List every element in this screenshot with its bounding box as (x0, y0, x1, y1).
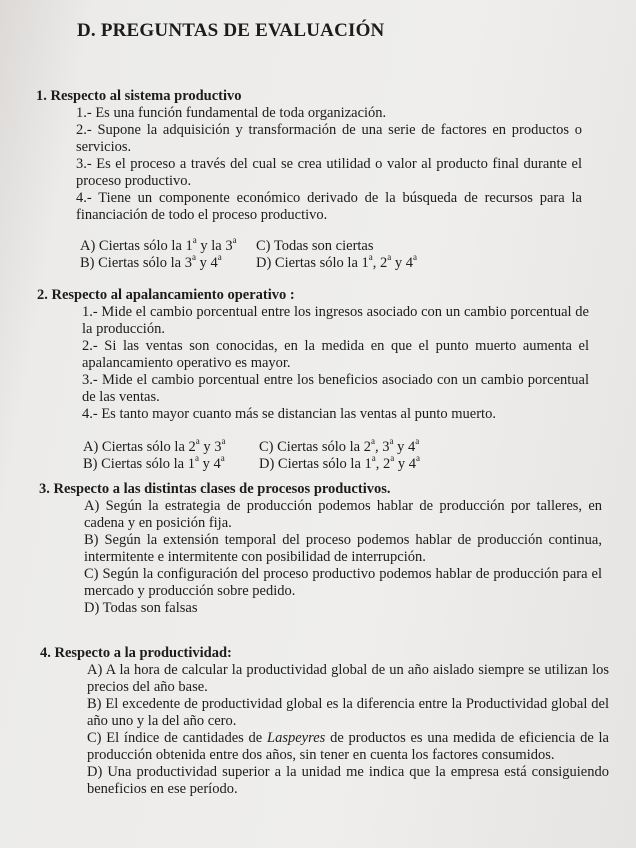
question-2-options (83, 436, 593, 473)
statement: 1.- Es una función fundamental de toda organización. (76, 105, 387, 121)
statement: 4.- Es tanto mayor cuanto más se distancian las ventas al punto muerto. (82, 406, 496, 422)
option-a: A) Según la estrategia de producción podemos hablar de producción por talleres, en cadena y en posición fija. (84, 498, 602, 531)
option-c: C) Ciertas sólo la 2$^a$, 3$^a$ y 4$^a$ (259, 436, 420, 455)
statement: 3.- Mide el cambio porcentual entre los beneficios asociado con un cambio porcentual de las ventas. (82, 372, 589, 405)
page-title: D. PREGUNTAS DE EVALUACIÓN (77, 20, 385, 41)
question-1-statements (76, 105, 582, 224)
question-2 (37, 287, 593, 473)
option-c: C) Todas son ciertas (256, 238, 374, 254)
option-b: B) Ciertas sólo la 1$^a$ y 4$^a$ (83, 453, 225, 472)
question-1-heading: 1. Respecto al sistema productivo (36, 88, 242, 104)
statement: 2.- Si las ventas son conocidas, en la medida en que el punto muerto aumenta el apalancamiento operativo es mayor. (82, 338, 589, 371)
question-3 (39, 481, 605, 617)
option-c: C) El índice de cantidades de Laspeyres de productos es una medida de eficiencia de la producción obtenida entre dos años, sin tener en cuenta los factores consumidos. (87, 730, 609, 763)
question-2-statements (82, 304, 589, 423)
statement: 4.- Tiene un componente económico derivado de la búsqueda de recursos para la financiación de todo el proceso productivo. (76, 190, 582, 223)
option-c: C) Según la configuración del proceso productivo podemos hablar de producción para el mercado y producción sobre pedido. (84, 566, 602, 599)
question-2-heading: 2. Respecto al apalancamiento operativo : (37, 287, 295, 303)
option-b: B) Ciertas sólo la 3$^a$ y 4$^a$ (80, 252, 222, 271)
option-b: B) Según la extensión temporal del proceso podemos hablar de producción continua, intermitente e intermitente con posibilidad de interrupción. (84, 532, 602, 565)
option-a: A) Ciertas sólo la 1$^a$ y la 3$^a$ (80, 235, 237, 254)
option-d: D) Una productividad superior a la unidad me indica que la empresa está consiguiendo beneficios en ese período. (87, 764, 609, 797)
question-1-options (80, 235, 584, 272)
option-a: A) A la hora de calcular la productividad global de un año aislado siempre se utilizan los precios del año base. (87, 662, 609, 695)
question-4-heading: 4. Respecto a la productividad: (40, 645, 232, 661)
option-b: B) El excedente de productividad global es la diferencia entre la Productividad global del año uno y la del año cero. (87, 696, 609, 729)
statement: 2.- Supone la adquisición y transformación de una serie de factores en productos o servicios. (76, 122, 582, 155)
statement: 1.- Mide el cambio porcentual entre los ingresos asociado con un cambio porcentual de la producción. (82, 304, 589, 337)
question-4-options (87, 662, 609, 798)
question-4 (40, 645, 612, 798)
question-3-heading: 3. Respecto a las distintas clases de procesos productivos. (39, 481, 391, 497)
option-d: D) Ciertas sólo la 1$^a$, 2$^a$ y 4$^a$ (256, 252, 418, 271)
question-1 (36, 88, 584, 272)
statement: 3.- Es el proceso a través del cual se crea utilidad o valor al producto final durante el proceso productivo. (76, 156, 582, 189)
option-d: D) Ciertas sólo la 1$^a$, 2$^a$ y 4$^a$ (259, 453, 421, 472)
question-3-options (84, 498, 602, 617)
option-d: D) Todas son falsas (84, 600, 198, 616)
option-a: A) Ciertas sólo la 2$^a$ y 3$^a$ (83, 436, 226, 455)
